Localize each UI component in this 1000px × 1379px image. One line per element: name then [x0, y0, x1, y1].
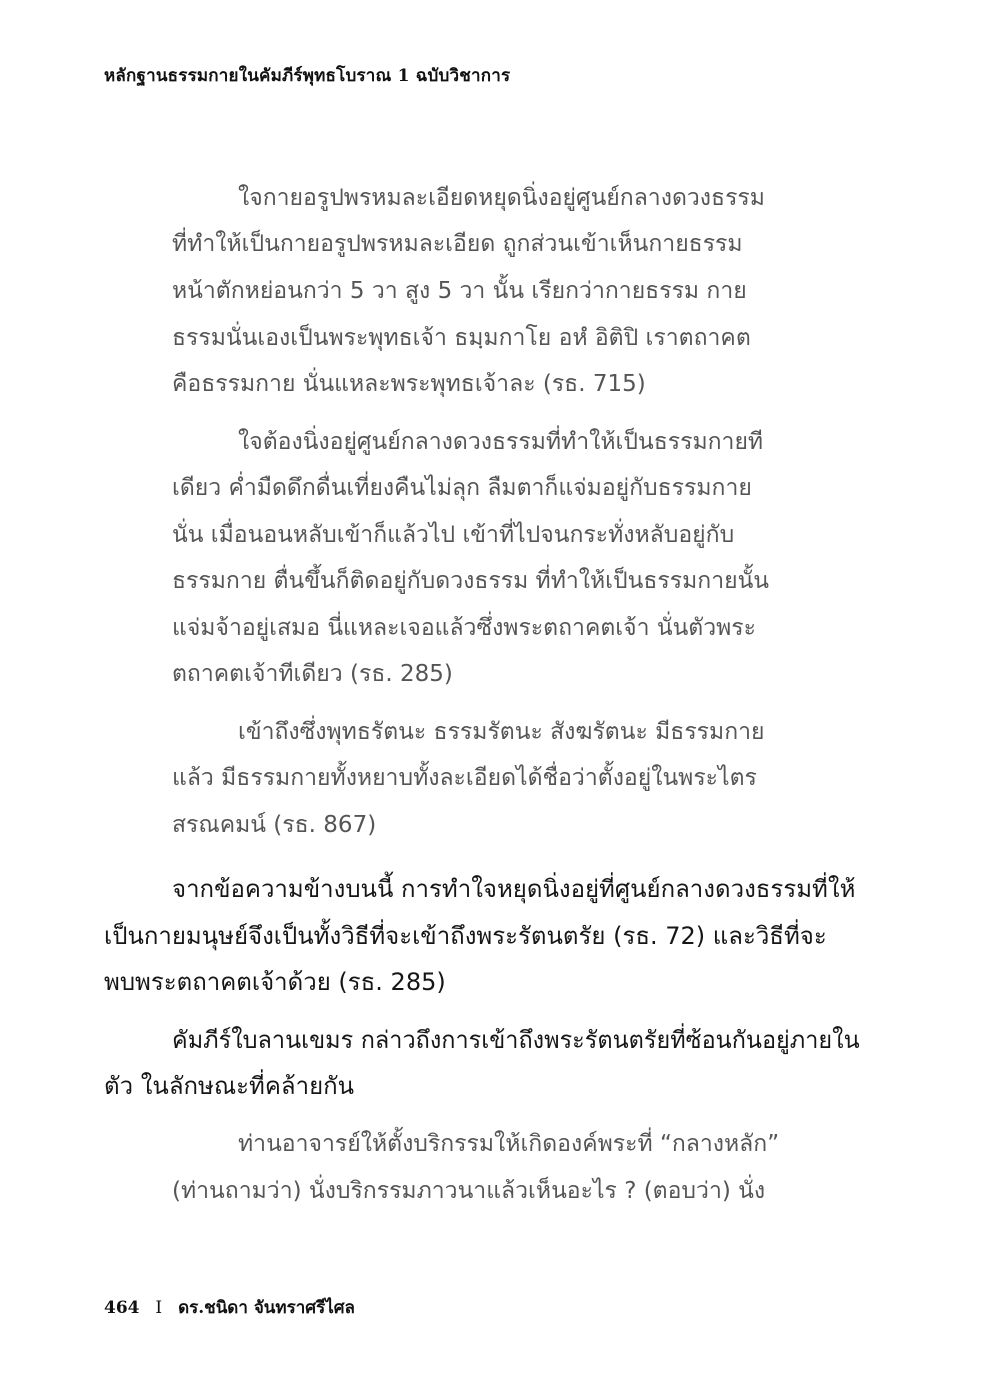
quote-line: สรณคมน์ (รธ. 867): [172, 812, 377, 838]
quote-line: (ท่านถามว่า) นั่งบริกรรมภาวนาแล้วเห็นอะไร ? (ตอบว่า) นั่ง: [172, 1178, 766, 1204]
quote-line: เข้าถึงซึ่งพุทธรัตนะ ธรรมรัตนะ สังฆรัตนะ มีธรรมกาย: [238, 719, 765, 745]
quote-line: ธรรมนั่นเองเป็นพระพุทธเจ้า ธมฺมกาโย อหํ อิติปิ เราตถาคต: [172, 325, 751, 351]
quote-line: แจ่มจ้าอยู่เสมอ นี่แหละเจอแล้วซึ่งพระตถาคตเจ้า นั่นตัวพระ: [172, 615, 757, 641]
quote-line: ใจกายอรูปพรหมละเอียดหยุดนิ่งอยู่ศูนย์กลางดวงธรรม: [238, 185, 765, 211]
quote-line: แล้ว มีธรรมกายทั้งหยาบทั้งละเอียดได้ชื่อว่าตั้งอยู่ในพระไตร: [172, 765, 757, 791]
page-number: 464: [104, 1298, 140, 1318]
running-header-title: หลักฐานธรรมกายในคัมภีร์พุทธโบราณ 1 ฉบับวิชาการ: [104, 66, 511, 86]
footer-author: ดร.ชนิดา จันทราศรีไศล: [178, 1298, 355, 1318]
quote-line: คือธรรมกาย นั่นแหละพระพุทธเจ้าละ (รธ. 715): [172, 371, 646, 397]
body-line: พบพระตถาคตเจ้าด้วย (รธ. 285): [104, 968, 446, 996]
quote-line: เดียว ค่ำมืดดึกดื่นเที่ยงคืนไม่ลุก ลืมตาก็แจ่มอยู่กับธรรมกาย: [172, 475, 752, 501]
quote-line: นั่น เมื่อนอนหลับเข้าก็แล้วไป เข้าที่ไปจนกระทั่งหลับอยู่กับ: [172, 522, 735, 548]
quote-line: ธรรมกาย ตื่นขึ้นก็ติดอยู่กับดวงธรรม ที่ทำให้เป็นธรรมกายนั้น: [172, 568, 770, 594]
quote-line: ใจต้องนิ่งอยู่ศูนย์กลางดวงธรรมที่ทำให้เป็นธรรมกายที: [238, 429, 764, 455]
quote-line: ท่านอาจารย์ให้ตั้งบริกรรมให้เกิดองค์พระที่ “กลางหลัก”: [238, 1131, 780, 1157]
footer-separator: I: [155, 1298, 163, 1318]
running-header: [104, 62, 510, 89]
body-line: คัมภีร์ใบลานเขมร กล่าวถึงการเข้าถึงพระรัตนตรัยที่ซ้อนกันอยู่ภายใน: [172, 1026, 860, 1054]
body-line: เป็นกายมนุษย์จึงเป็นทั้งวิธีที่จะเข้าถึงพระรัตนตรัย (รธ. 72) และวิธีที่จะ: [104, 922, 827, 950]
quote-line: ตถาคตเจ้าทีเดียว (รธ. 285): [172, 661, 453, 687]
page-footer: [104, 1294, 355, 1321]
body-line: ตัว ในลักษณะที่คล้ายกัน: [104, 1072, 355, 1100]
body-line: จากข้อความข้างบนนี้ การทำใจหยุดนิ่งอยู่ที่ศูนย์กลางดวงธรรมที่ให้: [172, 875, 856, 903]
quote-line: หน้าตักหย่อนกว่า 5 วา สูง 5 วา นั้น เรียกว่ากายธรรม กาย: [172, 278, 747, 304]
quote-line: ที่ทำให้เป็นกายอรูปพรหมละเอียด ถูกส่วนเข้าเห็นกายธรรม: [172, 231, 743, 257]
